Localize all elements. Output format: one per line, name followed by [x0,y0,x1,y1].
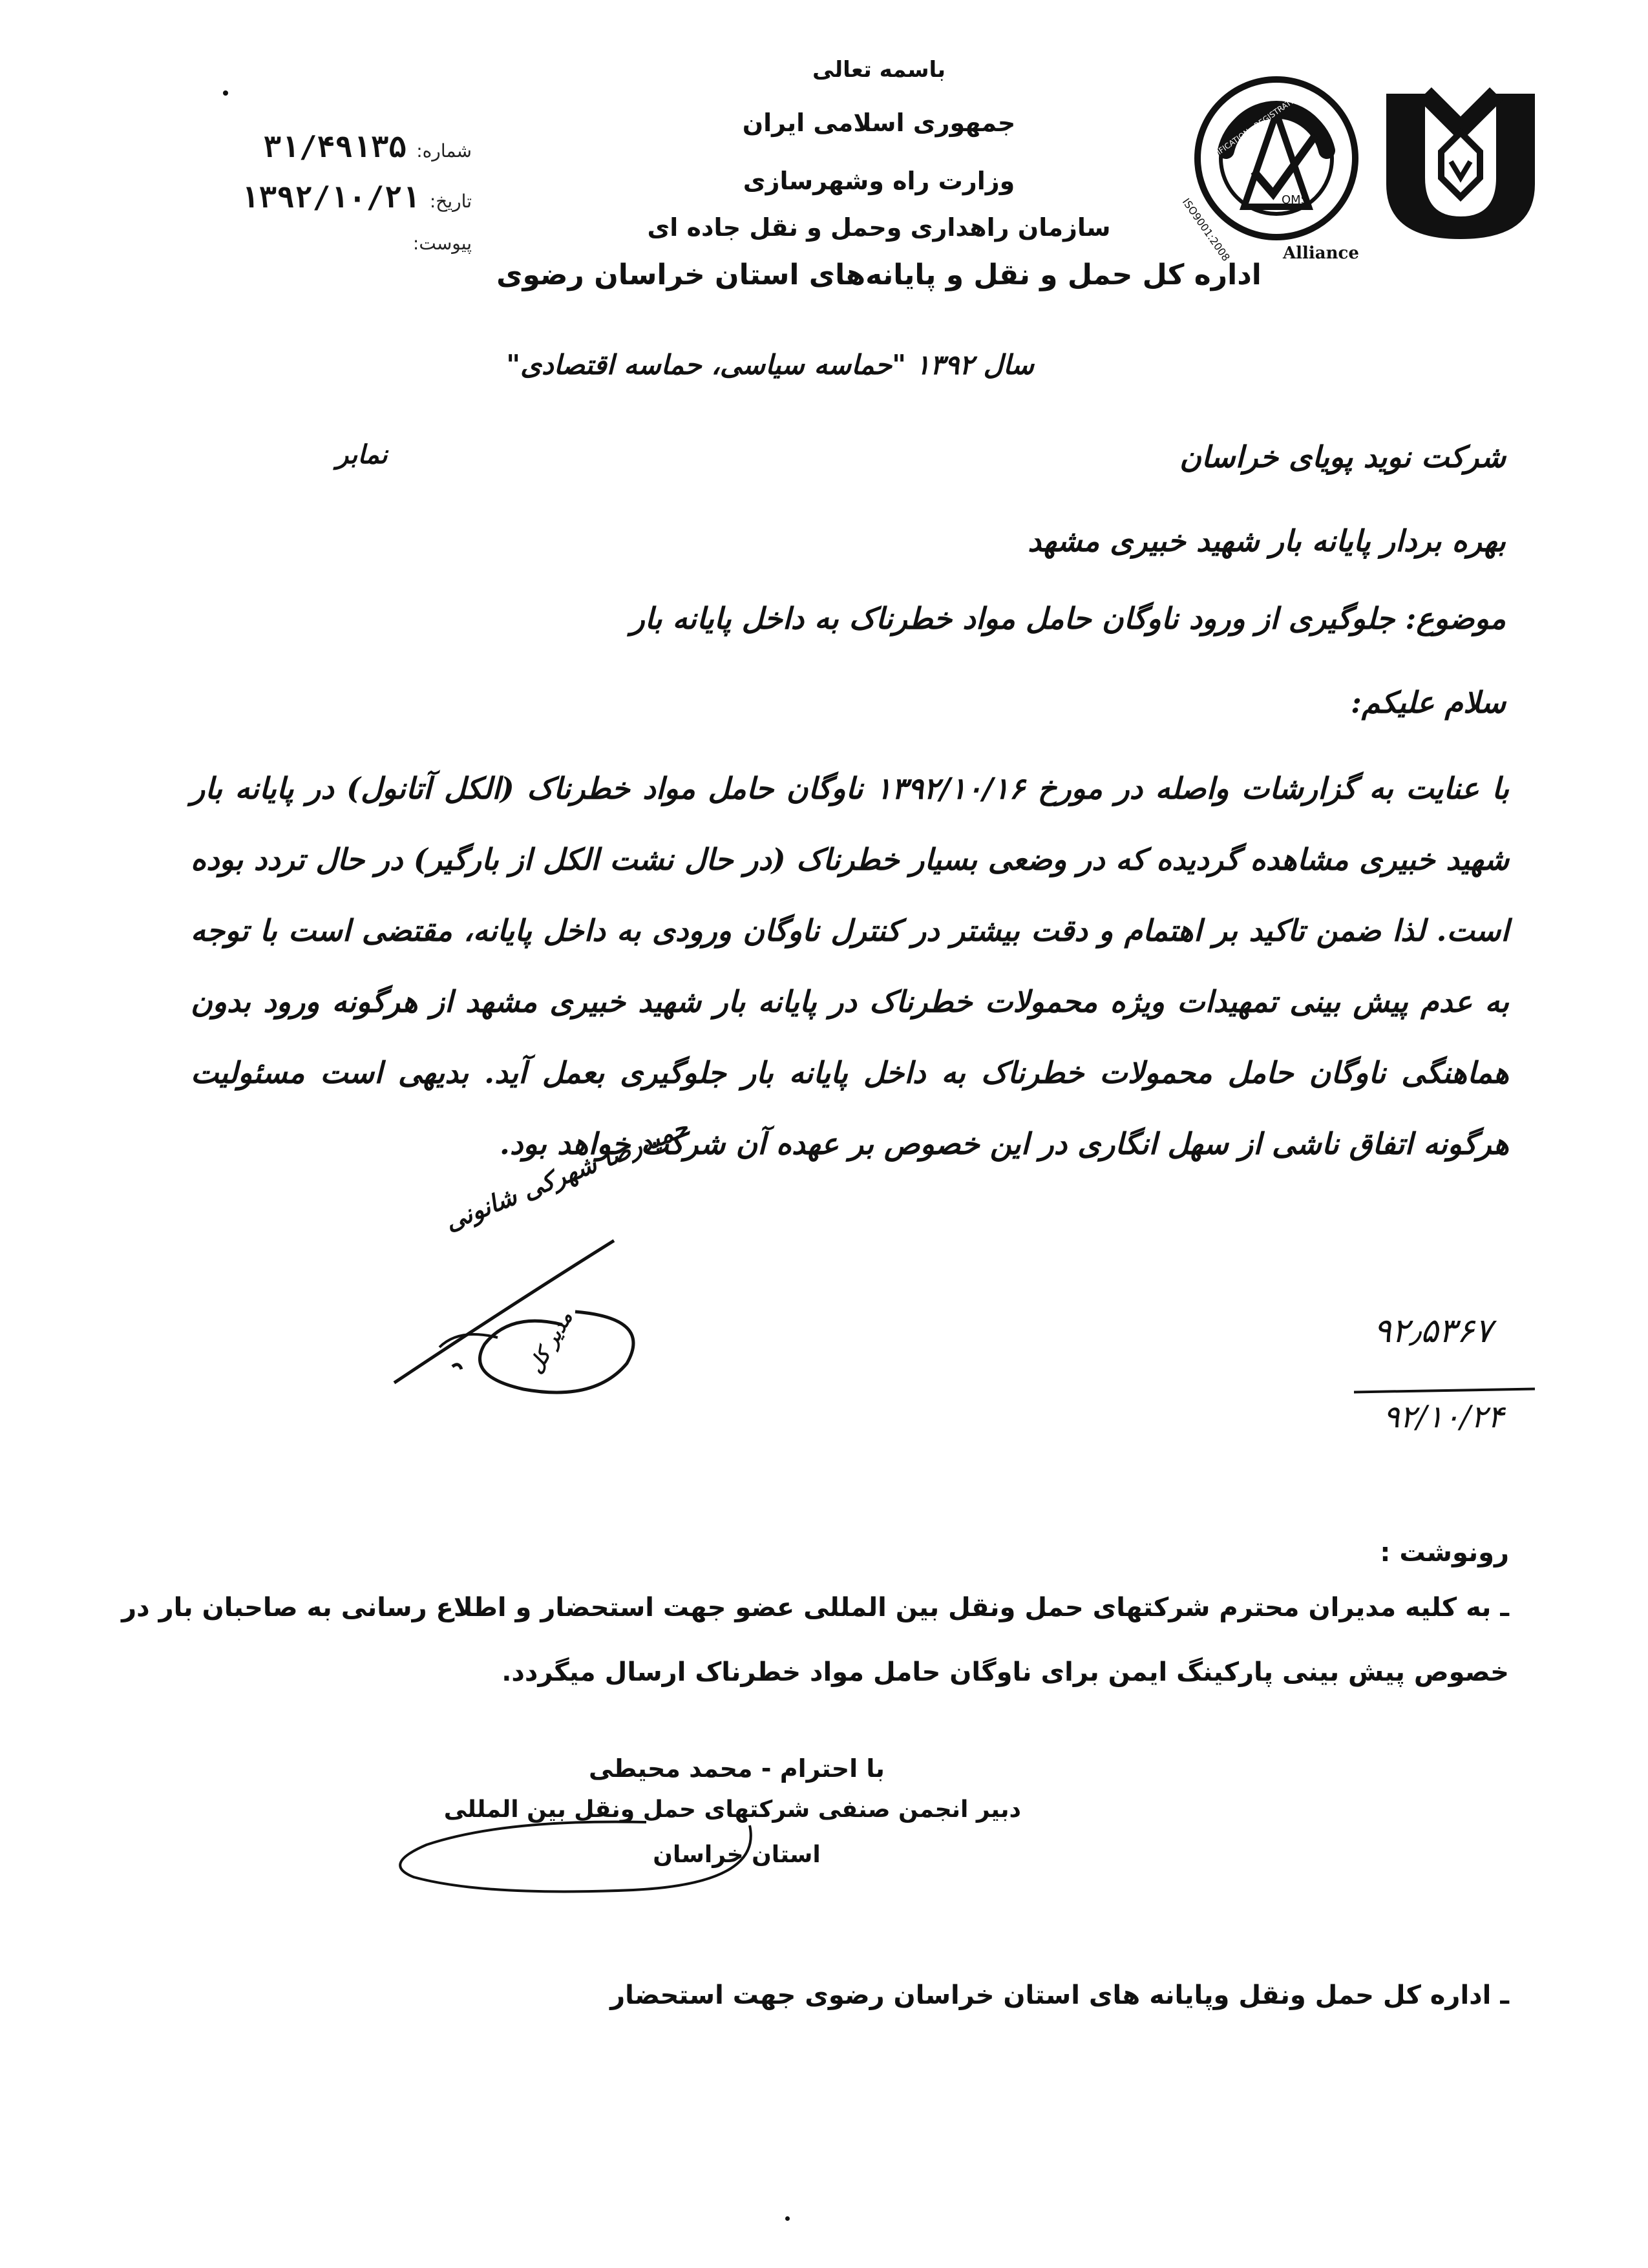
qms-label: QMS [1282,193,1309,207]
cc-title: رونوشت : [1380,1538,1509,1568]
number-value: ۳۱/۴۹۱۳۵ [263,129,407,164]
registration-number: ۹۲٫۵۳۶۷ [1373,1312,1493,1350]
registration-date: ۹۲/۱۰/۲۴ [1383,1399,1505,1435]
signature-loop-icon [388,1806,763,1903]
road-organization-emblem-icon [1380,81,1541,242]
number-label: شماره: [416,140,472,162]
greeting: سلام علیکم: [1350,685,1506,720]
certification-ring-label: CERTIFICATION · REGISTRATION [1199,90,1305,168]
sender-signature-loop [388,1806,763,1903]
recipient-company: شرکت نوید پویای خراسان [1179,439,1506,474]
signatory-name: حمیدرضا شهرکی شانونی [440,1112,692,1237]
date-label: تاریخ: [429,191,472,212]
letter-date-row [241,180,472,215]
cc-line-3: ـ اداره کل حمل ونقل وپایانه های استان خراسان رضوی جهت استحضار [610,1980,1509,2010]
year-slogan: سال ۱۳۹۲ "حماسه سیاسی، حماسه اقتصادی" [506,349,1034,381]
alliance-label: Alliance [1283,244,1359,263]
letter-subject: موضوع: جلوگیری از ورود ناوگان حامل مواد خطرناک به داخل پایانه بار [630,601,1506,636]
signatory-title: مدیر کل [523,1307,578,1378]
signature-scribble [381,1215,653,1409]
recipient-operator: بهره بردار پایانه بار شهید خبیری مشهد [1028,523,1506,558]
letter-number-row [264,129,472,164]
stray-dot [223,90,228,96]
organization-name: سازمان راهداری وحمل و نقل جاده ای [647,213,1111,242]
sender-region: استان خراسان [653,1842,821,1868]
ministry-name: وزارت راه وشهرسازی [743,167,1015,195]
invocation: باسمه تعالی [812,57,946,83]
cc-line-1: ـ به کلیه مدیران محترم شرکتهای حمل ونقل بین المللی عضو جهت استحضار و اطلاع رسانی به صاحبان بار در [121,1593,1509,1622]
date-value: ۱۳۹۲/۱۰/۲۱ [240,180,420,215]
country-name: جمهوری اسلامی ایران [742,109,1016,137]
cc-line-2: خصوص پیش بینی پارکینگ ایمن برای ناوگان حامل مواد خطرناک ارسال میگردد. [502,1657,1509,1687]
department-name: اداره کل حمل و نقل و پایانه‌های استان خراسان رضوی [496,258,1262,291]
fax-note: نمابر [336,439,388,470]
sender-position: دبیر انجمن صنفی شرکتهای حمل ونقل بین المللی [443,1796,1021,1823]
registration-divider [1354,1388,1535,1394]
signature-icon [381,1215,653,1409]
road-organization-logo [1380,81,1541,242]
sender-regards: با احترام - محمد محیطی [589,1754,885,1783]
iso-label: ISO9001:2008 [1179,196,1232,264]
attachment-label: پیوست: [412,233,472,254]
attachment-row [413,233,472,254]
stray-mark [785,2216,790,2221]
letter-body: با عنایت به گزارشات واصله در مورخ ۱۳۹۲/۱۰/۱۶ ناوگان حامل مواد خطرناک (الکل آتانول) در پایانه بار شهید خبیری مشاهده گردیده که در وضعی بسیار خطرناک (در حال نشت الکل از بارگیر) در حال تردد بوده است. لذا ضمن تاکید بر اهتمام و دقت بیشتر در کنترل ناوگان ورودی به داخل پایانه، مقتضی است با توجه به عدم پیش بینی تمهیدات ویژه محمولات خطرناک در پایانه بار شهید خبیری مشهد از هرگونه ورود بدون هماهنگی ناوگان حامل محمولات خطرناک به داخل پایانه بار جلوگیری بعمل آید. بدیهی است مسئولیت هرگونه اتفاق ناشی از سهل انگاری در این خصوص بر عهده آن شرکت خواهد بود. [191,771,1510,1161]
